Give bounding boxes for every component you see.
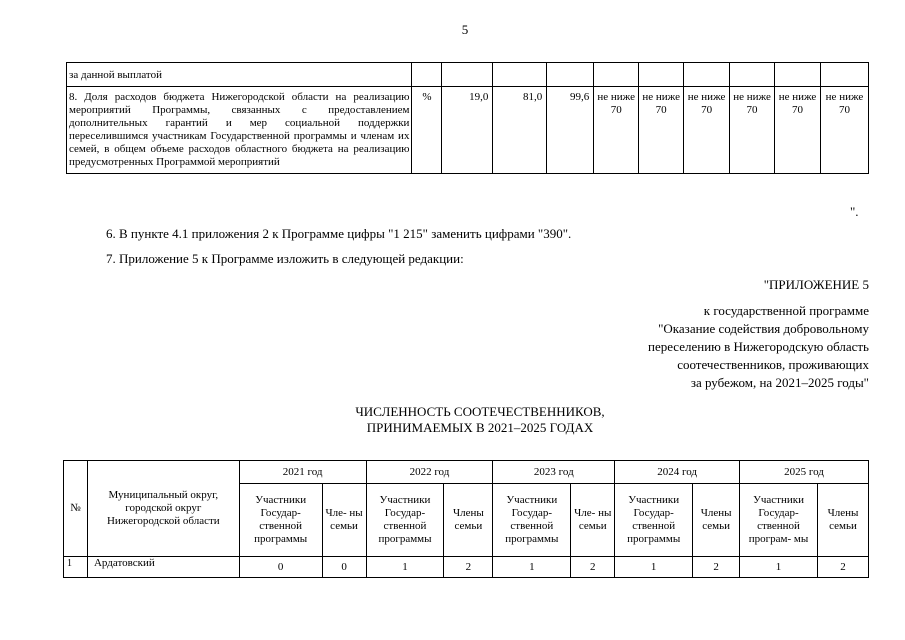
family-header: Члены семьи — [444, 484, 493, 557]
count-cell: 2 — [693, 557, 740, 578]
value-cell: 99,6 — [547, 87, 594, 174]
family-header: Члены семьи — [817, 484, 868, 557]
continuation-text: за данной выплатой — [67, 63, 412, 87]
count-cell: 2 — [817, 557, 868, 578]
participants-header: Участники Государ- ственной програм- мы — [740, 484, 818, 557]
closing-quote: ". — [850, 204, 859, 219]
appendix-line: соотечественников, проживающих — [677, 357, 869, 372]
appendix-caption — [648, 302, 869, 392]
participants-header: Участники Государ- ственной программы — [493, 484, 571, 557]
participants-header: Участники Государ- ственной программы — [239, 484, 322, 557]
count-cell: 1 — [615, 557, 693, 578]
year-header: 2021 год — [239, 461, 366, 484]
compatriots-table — [63, 460, 869, 578]
indicators-table — [66, 62, 869, 174]
district-name: Ардатовский — [87, 557, 239, 578]
unit-cell: % — [412, 87, 442, 174]
target-cell: не ниже 70 — [684, 87, 730, 174]
appendix-line: "Оказание содействия добровольному — [658, 321, 869, 336]
indicator-description: 8. Доля расходов бюджета Нижегородской области на реализацию мероприятий Программы, связанных с предоставлением дополнительных гарантий и мер социальной поддержки переселившимся участникам Государственной программы и членам их семей, в общем объеме расходов областного бюджета на реализацию предусмотренных Программой мероприятий — [67, 87, 412, 174]
table-title-line: ЧИСЛЕННОСТЬ СООТЕЧЕСТВЕННИКОВ, — [355, 404, 605, 419]
target-cell: не ниже 70 — [730, 87, 775, 174]
appendix-line: за рубежом, на 2021–2025 годы" — [690, 375, 869, 390]
year-header: 2025 год — [740, 461, 869, 484]
appendix-line: к государственной программе — [703, 303, 869, 318]
year-header: 2023 год — [493, 461, 615, 484]
count-cell: 1 — [493, 557, 571, 578]
target-cell: не ниже 70 — [594, 87, 639, 174]
paragraph-6: 6. В пункте 4.1 приложения 2 к Программе цифры "1 215" заменить цифрами "390". — [106, 226, 572, 241]
table-row — [67, 87, 869, 174]
count-cell: 0 — [239, 557, 322, 578]
family-header: Чле- ны семьи — [571, 484, 615, 557]
target-cell: не ниже 70 — [639, 87, 684, 174]
row-number: 1 — [64, 557, 88, 578]
count-cell: 2 — [571, 557, 615, 578]
target-cell: не ниже 70 — [775, 87, 821, 174]
count-cell: 2 — [444, 557, 493, 578]
year-header: 2022 год — [366, 461, 493, 484]
table-header-row — [64, 461, 869, 484]
year-header: 2024 год — [615, 461, 740, 484]
participants-header: Участники Государ- ственной программы — [615, 484, 693, 557]
page-number: 5 — [461, 22, 469, 37]
paragraph-7: 7. Приложение 5 к Программе изложить в следующей редакции: — [106, 251, 464, 266]
participants-header: Участники Государ- ственной программы — [366, 484, 444, 557]
count-cell: 1 — [740, 557, 818, 578]
family-header: Чле- ны семьи — [322, 484, 366, 557]
table-row — [64, 557, 869, 578]
value-cell: 81,0 — [493, 87, 547, 174]
col-no-header: № — [64, 461, 88, 557]
count-cell: 1 — [366, 557, 444, 578]
family-header: Члены семьи — [693, 484, 740, 557]
value-cell: 19,0 — [442, 87, 493, 174]
table-title — [300, 404, 660, 436]
table-row — [67, 63, 869, 87]
table-title-line: ПРИНИМАЕМЫХ В 2021–2025 ГОДАХ — [366, 420, 594, 435]
target-cell: не ниже 70 — [820, 87, 868, 174]
appendix-heading: "ПРИЛОЖЕНИЕ 5 — [763, 277, 869, 292]
count-cell: 0 — [322, 557, 366, 578]
col-district-header: Муниципальный округ, городской округ Нижегородской области — [87, 461, 239, 557]
appendix-line: переселению в Нижегородскую область — [647, 339, 869, 354]
